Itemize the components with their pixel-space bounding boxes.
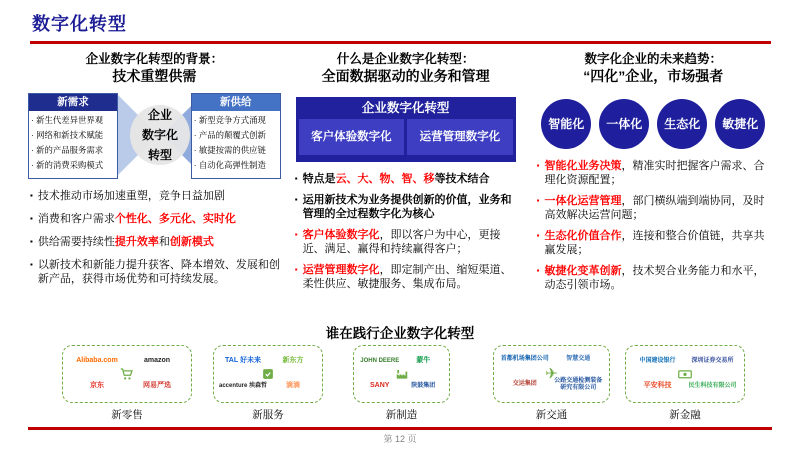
col3-bullet-list xyxy=(533,159,774,299)
bullet-text-emphasis: 运营管理数字化 xyxy=(302,264,380,277)
logo-transport-group: 交运集团 xyxy=(512,381,537,388)
col3-header-line1: 数字化企业的未来趋势： xyxy=(584,52,723,66)
bullet-text: ，部门横纵端到端协同，及时高效解决运营问题； xyxy=(544,195,765,222)
logo-highway-research: 公路交通检测装备研究有限公司 xyxy=(554,377,603,391)
bullet-item xyxy=(295,193,521,221)
digital-transform-diagram xyxy=(296,97,516,162)
col3-header xyxy=(533,52,774,85)
group-label-transport: 新交通 xyxy=(535,409,568,421)
logo-minsheng-tech: 民生科技有限公司 xyxy=(688,382,737,389)
list-item: · 自动化高弹性制造 xyxy=(194,158,280,173)
group-label-retail: 新零售 xyxy=(111,409,143,421)
bullet-text: ，技术契合业务能力和水平，动态引领市场。 xyxy=(544,265,765,292)
bullet-marker-icon: ▪ xyxy=(294,195,298,205)
bullet-text-emphasis: 个性化、多元化、实时化 xyxy=(114,213,236,226)
bullet-text-emphasis: 创新模式 xyxy=(169,236,214,249)
bullet-text: ，连接和整合价值链，共享共赢发展； xyxy=(544,230,765,257)
transform-core-label xyxy=(118,105,202,165)
service-badge-icon xyxy=(262,368,275,381)
col2-header-line1: 什么是企业数字化转型： xyxy=(336,52,475,66)
bullet-item xyxy=(295,172,521,186)
supply-demand-diagram xyxy=(26,93,283,179)
bottom-section-title: 谁在践行企业数字化转型 xyxy=(325,326,475,341)
col2-header xyxy=(291,52,521,85)
bullet-marker-icon: ▪ xyxy=(294,230,298,240)
bullet-text: 技术推动市场加速重塑，竞争日益加剧 xyxy=(37,190,225,203)
bullet-text: 运用新技术为业务提供创新的价值，业务和管理的全过程数字化为核心 xyxy=(302,194,512,221)
list-item: · 敏捷按需的供应链 xyxy=(194,143,280,158)
new-demand-box xyxy=(28,93,118,179)
bullet-item xyxy=(295,263,521,291)
bullet-item xyxy=(30,212,283,226)
bullet-text-emphasis: 敏捷化变革创新 xyxy=(544,265,622,278)
shopping-cart-icon xyxy=(120,367,135,382)
logo-group-retail xyxy=(62,345,192,403)
col2-bullet-list xyxy=(291,172,521,298)
logo-group-service xyxy=(213,345,323,403)
logo-didi: 滴滴 xyxy=(286,382,300,390)
bullet-item xyxy=(537,194,774,222)
new-supply-title: 新供给 xyxy=(192,94,280,111)
bullet-marker-icon: ▪ xyxy=(30,191,33,201)
bullet-item xyxy=(30,189,283,203)
bullet-marker-icon: ▪ xyxy=(536,231,540,241)
logo-mengniu: 蒙牛 xyxy=(416,357,431,365)
col1-bullet-list xyxy=(26,189,283,295)
bullet-marker-icon: ▪ xyxy=(30,214,33,224)
bullet-item xyxy=(537,159,774,187)
col1-header xyxy=(26,52,283,85)
bullet-marker-icon: ▪ xyxy=(536,196,540,206)
trend-circle-agile: 敏捷化 xyxy=(715,99,765,149)
col2-header-line2: 全面数据驱动的业务和管理 xyxy=(321,67,490,84)
logo-group-manufacture xyxy=(353,345,450,403)
new-demand-list xyxy=(31,113,117,173)
diagram-title: 企业数字化转型 xyxy=(361,101,450,116)
col1-header-line1: 企业数字化转型的背景： xyxy=(85,52,224,66)
new-supply-box xyxy=(191,93,281,179)
col3-header-line2: “四化”企业，市场强者 xyxy=(583,67,724,84)
col1-header-line2: 技术重塑供需 xyxy=(112,67,197,84)
bullet-marker-icon: ▪ xyxy=(294,174,298,184)
logo-neworiental: 新东方 xyxy=(282,357,304,365)
logo-group-transport xyxy=(493,345,610,403)
bullet-text-emphasis: 生态化价值合作 xyxy=(544,230,622,243)
logo-sany: SANY xyxy=(370,382,390,390)
bullet-item xyxy=(537,229,774,257)
logo-smart-transport: 智慧交通 xyxy=(566,356,591,363)
footer-divider xyxy=(28,427,772,430)
bullet-item xyxy=(295,228,521,256)
logo-johndeere: JOHN DEERE xyxy=(360,358,400,365)
bullet-text: ，即定制产出、缩短渠道、柔性供应、敏捷服务、集成布局。 xyxy=(302,264,512,291)
logo-ccb: 中国建设银行 xyxy=(639,357,676,364)
page-title: 数字化转型 xyxy=(32,14,127,34)
transform-core-line: 企业 xyxy=(147,108,172,123)
bullet-text: ，精准实时把握客户需求、合理化资源配置； xyxy=(544,160,765,187)
bullet-marker-icon: ▪ xyxy=(294,265,298,275)
columns-container xyxy=(26,52,774,299)
bullet-item xyxy=(30,235,283,249)
list-item: · 新的产品服务需求 xyxy=(31,143,117,158)
bullet-text: 消费和客户需求 xyxy=(37,213,115,226)
bullet-text-emphasis: 云、大、物、智、移 xyxy=(335,173,435,186)
logo-alibaba: Alibaba.com xyxy=(76,357,118,365)
four-trends-circles xyxy=(533,99,774,149)
column-background xyxy=(291,52,521,299)
logo-capital-airports: 首都机场集团公司 xyxy=(500,356,549,363)
logo-yanxuan: 网易严选 xyxy=(143,382,171,390)
list-item: · 新的消费采购模式 xyxy=(31,158,117,173)
list-item: · 新型竞争方式涌现 xyxy=(194,113,280,128)
diagram-cell-customer: 客户体验数字化 xyxy=(299,119,405,155)
logo-szse: 深圳证券交易所 xyxy=(691,357,734,364)
bullet-marker-icon: ▪ xyxy=(30,237,33,247)
list-item: · 产品的颠覆式创新 xyxy=(194,128,280,143)
bullet-text-emphasis: 智能化业务决策 xyxy=(544,160,622,173)
bullet-text-emphasis: 客户体验数字化 xyxy=(302,229,380,242)
bullet-item xyxy=(30,258,283,286)
bullet-text: 等技术结合 xyxy=(434,173,490,186)
logo-group-finance xyxy=(625,345,745,403)
trend-circle-integrated: 一体化 xyxy=(599,99,649,149)
bullet-text: 供给需要持续性 xyxy=(37,236,115,249)
banknote-icon xyxy=(678,367,693,382)
new-demand-title: 新需求 xyxy=(29,94,117,111)
bullet-marker-icon: ▪ xyxy=(536,266,540,276)
column-background xyxy=(26,52,283,299)
group-label-manufacture: 新制造 xyxy=(385,409,418,421)
trend-circle-ecological: 生态化 xyxy=(657,99,707,149)
bullet-text: 以新技术和新能力提升获客、降本增效、发展和创新产品，获得市场优势和可持续发展。 xyxy=(37,259,280,286)
list-item: · 网络和新技术赋能 xyxy=(31,128,117,143)
group-label-finance: 新金融 xyxy=(669,409,701,421)
diagram-cell-operation: 运营管理数字化 xyxy=(407,119,513,155)
logo-shaangu: 陕鼓集团 xyxy=(411,383,436,390)
page-number: 第 12 页 xyxy=(383,434,417,444)
logo-accenture: accenture 埃森哲 xyxy=(218,383,267,390)
group-label-service: 新服务 xyxy=(252,409,284,421)
logo-amazon: amazon xyxy=(143,357,171,365)
column-background xyxy=(533,52,774,299)
logo-tal: TAL 好未来 xyxy=(225,357,261,365)
transform-core-line: 数字化 xyxy=(141,128,178,143)
factory-icon xyxy=(395,367,409,381)
airplane-icon: ✈ xyxy=(545,365,558,383)
logo-pingan-tech: 平安科技 xyxy=(643,382,672,390)
bullet-text-emphasis: 一体化运营管理 xyxy=(544,195,622,208)
title-underline xyxy=(30,41,771,44)
bullet-marker-icon: ▪ xyxy=(536,161,540,171)
bullet-text: 和 xyxy=(158,236,170,249)
bullet-text: 特点是 xyxy=(302,173,336,186)
new-supply-list xyxy=(194,113,280,173)
bullet-marker-icon: ▪ xyxy=(30,260,33,270)
logo-jd: 京东 xyxy=(90,382,104,390)
list-item: · 新生代差异世界观 xyxy=(31,113,117,128)
transform-core-line: 转型 xyxy=(147,148,172,163)
bullet-text-emphasis: 提升效率 xyxy=(114,236,159,249)
bullet-item xyxy=(537,264,774,292)
bullet-text: ，即以客户为中心，更接近、满足、赢得和持续赢得客户； xyxy=(302,229,501,256)
trend-circle-intelligent: 智能化 xyxy=(541,99,591,149)
